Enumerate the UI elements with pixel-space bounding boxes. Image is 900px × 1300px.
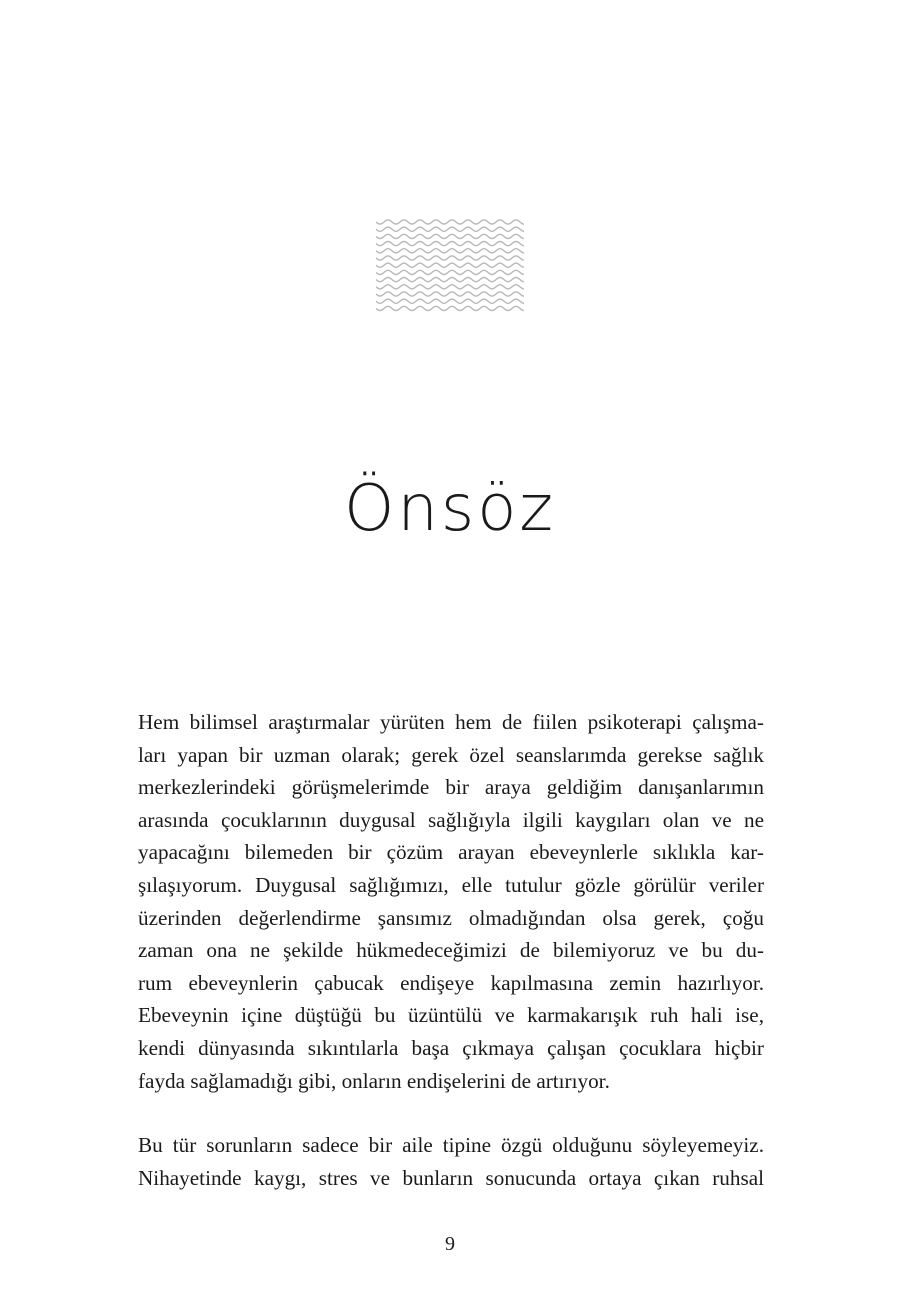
chapter-title: Önsöz	[343, 472, 557, 546]
text-line: yapacağını bilemeden bir çözüm arayan ebeveynlerle sıklıkla kar-	[138, 840, 764, 865]
page-number: 9	[445, 1233, 455, 1255]
paragraph	[138, 1129, 764, 1194]
wave-line	[376, 220, 524, 224]
text-line: fayda sağlamadığı gibi, onların endişelerini de artırıyor.	[138, 1068, 610, 1093]
text-line: zaman ona ne şekilde hükmedeceğimizi de bilemiyoruz ve bu du-	[138, 938, 764, 963]
text-line: rum ebeveynlerin çabucak endişeye kapılmasına zemin hazırlıyor.	[138, 970, 764, 995]
text-line: şılaşıyorum. Duygusal sağlığımızı, elle tutulur gözle görülür veriler	[138, 872, 764, 897]
paragraph-gap	[138, 1097, 764, 1129]
text-line: arasında çocuklarının duygusal sağlığıyla ilgili kaygıları olan ve ne	[138, 807, 764, 832]
text-line: Bu tür sorunların sadece bir aile tipine özgü olduğunu söyleyemeyiz.	[138, 1133, 764, 1158]
body-text	[138, 706, 764, 1194]
text-line: kendi dünyasında sıkıntılarla başa çıkmaya çalışan çocuklara hiçbir	[138, 1035, 764, 1060]
wave-line	[376, 270, 524, 274]
paragraph	[138, 706, 764, 1097]
wave-line	[376, 292, 524, 296]
wave-pattern-icon	[376, 218, 524, 314]
wave-line	[376, 249, 524, 253]
text-line: üzerinden değerlendirme şansımız olmadığından olsa gerek, çoğu	[138, 905, 764, 930]
text-line: ları yapan bir uzman olarak; gerek özel seanslarımda gerekse sağlık	[138, 742, 764, 767]
text-line: Hem bilimsel araştırmalar yürüten hem de fiilen psikoterapi çalışma-	[138, 710, 764, 734]
wave-line	[376, 241, 524, 245]
wave-line	[376, 285, 524, 289]
wave-line	[376, 256, 524, 260]
text-line: merkezlerindeki görüşmelerimde bir araya geldiğim danışanlarımın	[138, 775, 764, 800]
wave-line	[376, 227, 524, 231]
wave-line	[376, 234, 524, 238]
wave-line	[376, 277, 524, 281]
wave-line	[376, 299, 524, 303]
wave-line	[376, 263, 524, 267]
text-line: Nihayetinde kaygı, stres ve bunların sonucunda ortaya çıkan ruhsal	[138, 1165, 764, 1190]
wave-line	[376, 306, 524, 310]
text-line: Ebeveynin içine düştüğü bu üzüntülü ve karmakarışık ruh hali ise,	[138, 1003, 764, 1028]
